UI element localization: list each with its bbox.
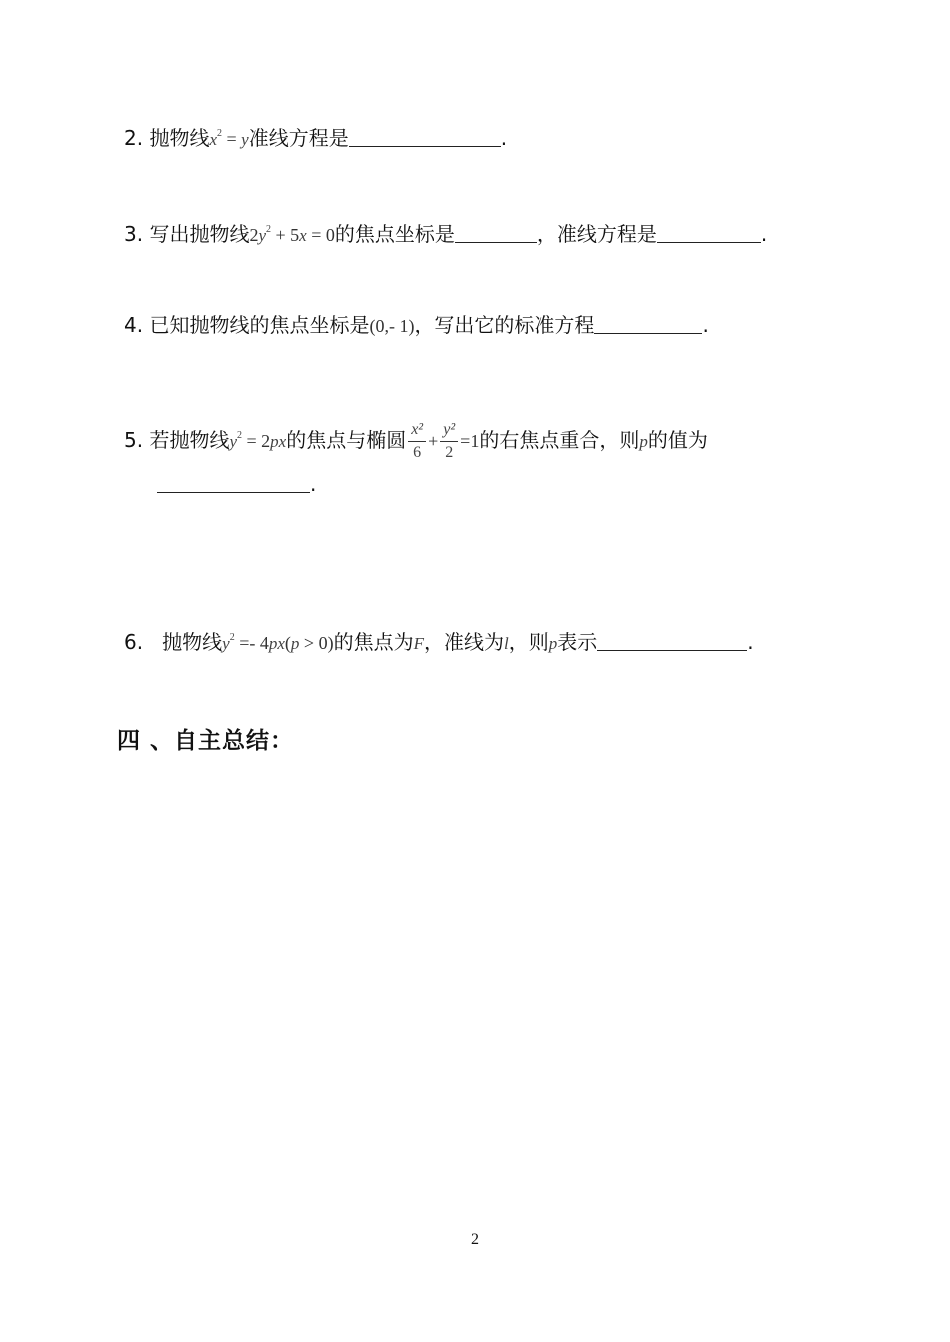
- question-number: 3.: [124, 222, 144, 246]
- answer-blank[interactable]: [657, 224, 761, 243]
- question-3: 3. 写出抛物线$2y^2 + 5x = 0$的焦点坐标是 ，准线方程是 .: [124, 222, 768, 246]
- answer-blank[interactable]: [594, 315, 702, 334]
- question-number: 5.: [124, 428, 144, 452]
- page-number: 2: [471, 1231, 479, 1248]
- question-2: 2. 抛物线$x^2 = y$准线方程是 .: [124, 126, 508, 150]
- fraction-x2-over-6: $\frac{\text{x²}}{6}$: [408, 419, 426, 464]
- answer-blank[interactable]: [597, 632, 747, 651]
- section-heading: 四 、自主总结：: [117, 728, 295, 754]
- answer-blank[interactable]: [349, 128, 501, 147]
- question-4: 4. 已知抛物线的焦点坐标是(0,- 1)，写出它的标准方程 .: [124, 313, 709, 337]
- question-number: 2.: [124, 126, 144, 150]
- answer-blank[interactable]: [157, 474, 310, 493]
- question-number: 6.: [124, 630, 144, 654]
- question-number: 4.: [124, 313, 144, 337]
- question-6: 6. 抛物线$y^2 =- 4px(p > 0)$的焦点为F，准线为l，则p表示 .: [124, 630, 754, 654]
- fraction-y2-over-2: $\frac{\text{y²}}{2}$: [440, 419, 458, 464]
- answer-blank[interactable]: [455, 224, 537, 243]
- question-5: 5. 若抛物线$y^2 = 2px$的焦点与椭圆 $\frac{\text{x²}}{6}$ + $\frac{\text{y²}}{2}$ =1的右焦点重合，则p的值为: [124, 416, 708, 464]
- question-5-answer-line: .: [157, 470, 316, 498]
